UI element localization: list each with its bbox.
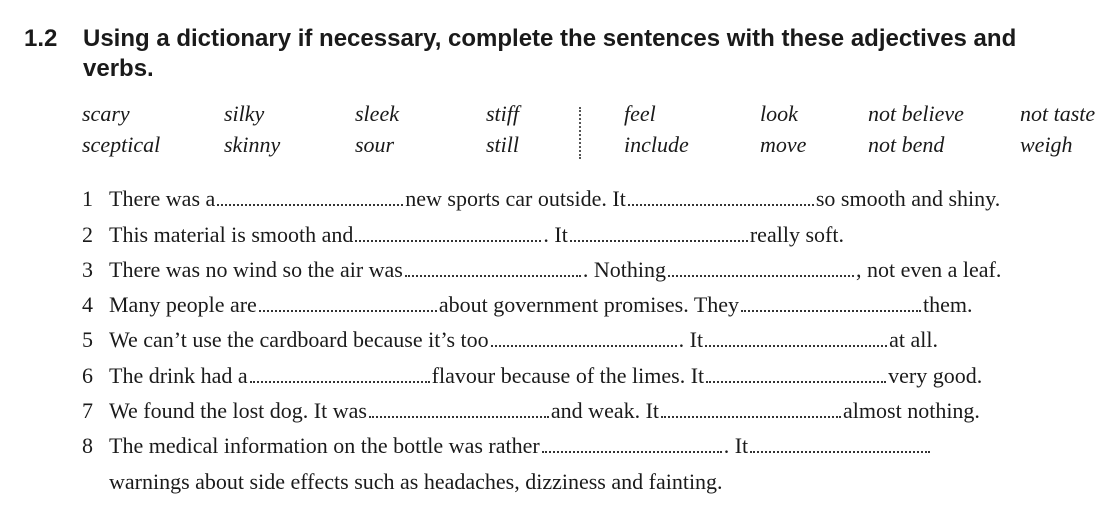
sentence-text: There was no wind so the air was bbox=[109, 257, 403, 282]
word-stiff: stiff bbox=[486, 101, 520, 126]
answer-blank[interactable] bbox=[628, 190, 814, 206]
answer-blank[interactable] bbox=[355, 226, 541, 242]
answer-blank[interactable] bbox=[661, 402, 841, 418]
sentence-text: . It bbox=[543, 222, 568, 247]
answer-blank[interactable] bbox=[706, 367, 886, 383]
sentence-number: 5 bbox=[82, 327, 93, 352]
sentence-8-continuation: warnings about side effects such as headaches, dizziness and fainting. bbox=[109, 469, 723, 494]
sentence-7 bbox=[82, 396, 980, 426]
answer-blank[interactable] bbox=[750, 437, 930, 453]
sentence-text: . It bbox=[723, 433, 749, 458]
word-scary: scary bbox=[82, 101, 130, 126]
sentence-1 bbox=[82, 184, 1000, 214]
sentence-6 bbox=[82, 361, 982, 391]
sentence-text: really soft. bbox=[749, 222, 844, 247]
word-weigh: weigh bbox=[1020, 132, 1073, 157]
sentence-text: We found the lost dog. It was bbox=[109, 398, 367, 423]
answer-blank[interactable] bbox=[259, 296, 437, 312]
answer-blank[interactable] bbox=[405, 261, 581, 277]
word-sour: sour bbox=[355, 132, 395, 157]
answer-blank[interactable] bbox=[369, 402, 549, 418]
sentence-text: There was a bbox=[109, 186, 216, 211]
word-feel: feel bbox=[624, 101, 656, 126]
answer-blank[interactable] bbox=[217, 190, 403, 206]
sentence-text: almost nothing. bbox=[843, 398, 980, 423]
sentence-number: 8 bbox=[82, 433, 93, 458]
answer-blank[interactable] bbox=[542, 437, 722, 453]
answer-blank[interactable] bbox=[570, 226, 748, 242]
sentence-text: We can’t use the cardboard because it’s too bbox=[109, 327, 489, 352]
sentence-number: 2 bbox=[82, 222, 93, 247]
answer-blank[interactable] bbox=[668, 261, 854, 277]
sentence-3 bbox=[82, 255, 1001, 285]
sentence-text: them. bbox=[923, 292, 973, 317]
sentence-text: flavour because of the limes. It bbox=[431, 363, 705, 388]
sentence-number: 3 bbox=[82, 257, 93, 282]
sentence-text: Many people are bbox=[109, 292, 257, 317]
sentence-text: The drink had a bbox=[109, 363, 248, 388]
word-not-taste: not taste bbox=[1020, 101, 1096, 126]
sentence-text: very good. bbox=[888, 363, 983, 388]
sentence-text: The medical information on the bottle was rather bbox=[109, 433, 540, 458]
sentence-number: 7 bbox=[82, 398, 93, 423]
answer-blank[interactable] bbox=[705, 331, 887, 347]
word-sleek: sleek bbox=[355, 101, 399, 126]
sentence-5 bbox=[82, 325, 938, 355]
sentence-number: 4 bbox=[82, 292, 93, 317]
answer-blank[interactable] bbox=[741, 296, 921, 312]
word-sceptical: sceptical bbox=[82, 132, 161, 157]
sentence-text: . It bbox=[678, 327, 704, 352]
sentence-8 bbox=[82, 431, 932, 461]
sentence-text: at all. bbox=[889, 327, 938, 352]
word-silky: silky bbox=[224, 101, 265, 126]
word-box-divider bbox=[579, 107, 581, 159]
sentence-number: 6 bbox=[82, 363, 93, 388]
word-look: look bbox=[760, 101, 798, 126]
sentence-4 bbox=[82, 290, 973, 320]
answer-blank[interactable] bbox=[491, 331, 677, 347]
sentence-text: This material is smooth and bbox=[109, 222, 354, 247]
sentence-text: , not even a leaf. bbox=[856, 257, 1002, 282]
answer-blank[interactable] bbox=[250, 367, 430, 383]
sentence-2 bbox=[82, 220, 844, 250]
sentence-number: 1 bbox=[82, 186, 93, 211]
word-move: move bbox=[760, 132, 807, 157]
sentence-text: about government promises. They bbox=[438, 292, 740, 317]
word-not-bend: not bend bbox=[868, 132, 945, 157]
exercise-number: 1.2 bbox=[24, 25, 58, 52]
word-not-believe: not believe bbox=[868, 101, 964, 126]
sentence-text: . Nothing bbox=[582, 257, 666, 282]
sentence-text: and weak. It bbox=[550, 398, 660, 423]
word-still: still bbox=[486, 132, 520, 157]
sentence-text: so smooth and shiny. bbox=[815, 186, 1001, 211]
word-include: include bbox=[624, 132, 689, 157]
exercise-instruction: Using a dictionary if necessary, complete the sentences with these adjectives and verbs. bbox=[83, 25, 1017, 82]
word-skinny: skinny bbox=[224, 132, 281, 157]
sentence-text: new sports car outside. It bbox=[405, 186, 626, 211]
